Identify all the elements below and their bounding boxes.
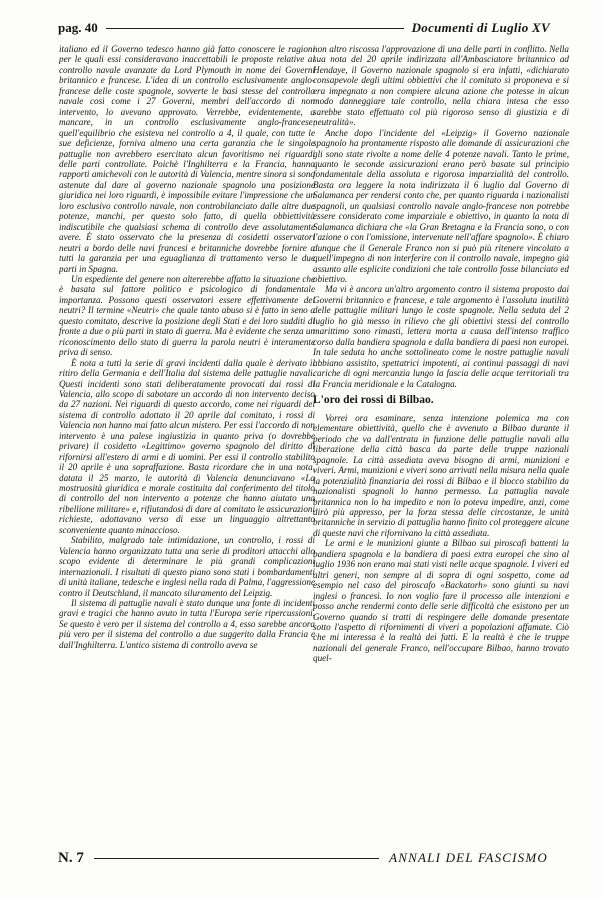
right-paragraph-3: Ma vi è ancora un'altro argomento contro il sistema proposto dai Governi britannico e francese, e tale argomento è l'assoluta inutilità delle pattuglie militari lungo le coste spagnole. Nella seduta del 2 luglio ho già messo in rilievo che gli obiettivi stessi del controllo marittimo sono rimasti, lettera morta a causa dell'intenso traffico corso dalla bandiera spagnola e dalla bandiera di paesi non europei. In tale seduta ho anche sottolineato come le nostre pattuglie navali abbiano assistito, spettatrici impotenti, ai continui passaggi di navi cariche di ogni mercanzia lungo la fascia delle acque territoriali tra la Francia meridionale e la Catalogna. [313,284,569,389]
header-rule [106,28,404,29]
page-number: pag. 40 [58,20,98,35]
right-column [313,44,569,838]
page-header [58,18,550,38]
issue-number: N. 7 [58,849,84,866]
left-paragraph-3: È nota a tutti la serie di gravi incidenti dalla quale è derivato il ritiro della Germania e dell'Italia dal sistema delle pattuglie navali. Questi incidenti sono stati deliberatamente provocati dai rossi di Valencia, allo scopo di sabotare un accordo di non intervento deciso da 27 nazioni. Nei riguardi di questo accordo, come nei riguardi del sistema di controllo adottato il 20 aprile dal comitato, i rossi di Valencia non hanno mai fatto alcun mistero. Per essi l'accordo di non intervento è una palese ingiustizia in quanto priva (o dovrebbe privare) il cosidetto «Legittimo» governo spagnolo del diritto di rifornirsi all'estero di armi e di uomini. Per essi il controllo stabilito il 20 aprile è una sopraffazione. Basta ricordare che in una nota, datata il 25 marzo, le autorità di Valencia denunciavano «La mostruosità giuridica e morale costituita dal conferimento del titolo di controllo del non intervento a potenze che hanno aiutato una ribellione militare» e, rifiutandosi di dare al comitato le assicurazioni richieste, adottavano verso di esse un linguaggio altrettanto sconveniente quanto minaccioso. [59,357,315,535]
page-footer [58,848,548,868]
left-column [59,44,315,836]
publication-title: ANNALI DEL FASCISMO [389,850,548,865]
right-paragraph-2: Anche dopo l'incidente del «Leipzig» il Governo nazionale spagnolo ha prontamente risposto alle domande di assicurazioni che gli sono state rivolte a nome delle 4 potenze navali. Tanto le prime, quanto le seconde assicurazioni erano però basate sul principio fondamentale della assoluta e rigorosa imparzialità del controllo. Basta ora leggere la nota indirizzata il 6 luglio dal Governo di Salamanca per rendersi conto che, per quanto riguarda i nazionalisti spagnoli, un qualsiasi controllo navale anglo-francese non potrebbe essere considerato come imparziale e obiettivo, in quanto la nota di Salamanca dichiara che «la Gran Bretagna e la Francia sono, o con l'azione o con l'omissione, intervenute nell'affare spagnolo». È chiaro dunque che il Generale Franco non si può più ritenere vincolato a quell'impegno di non interferire con il controllo navale, impegno già assunto alle esplicite condizioni che tale controllo fosse bilanciato ed obiettivo. [313,127,569,284]
footer-rule [94,858,379,859]
section-heading: L'oro dei rossi di Bilbao. [313,393,434,406]
right-paragraph-1: non altro riscossa l'approvazione di una delle parti in conflitto. Nella sua nota del 20 aprile indirizzata all'Ambasciatore britannico ad Hendaye, il Governo nazionale spagnolo si era infatti, «dichiarato consapevole degli ultimi obbiettivi che il comitato si proponeva e si era impegnato a non compiere alcuna azione che potesse in alcun modo danneggiare tale controllo, nella chiara intesa che esso sarebbe stato effettuato col più rigoroso senso di giustizia e di neutralità». [313,44,569,128]
right-paragraph-4: Vorrei ora esaminare, senza intenzione polemica ma con elementare obiettività, quello che è avvenuto a Bilbao durante il periodo che va dall'entrata in funzione delle pattuglie navali alla liberazione della città basca da parte delle truppe nazionali spagnole. La città assediata aveva bisogno di armi, munizioni e viveri. Armi, munizioni e viveri sono arrivati nella misura nella quale la potenzialità finanziaria dei rossi di Bilbao e il blocco stabilito da nazionalisti spagnoli lo hanno permesso. La pattuglia navale britannica non lo ha impedito e non lo poteva impedire, anzi, come dirò più appresso, per la forza stessa delle circostanze, le unità britanniche in servizio di pattuglia hanno finito col proteggere alcune di queste navi che rifornivano la città assediata. [313,412,569,538]
left-paragraph-4: Stabilito, malgrado tale intimidazione, un controllo, i rossi di Valencia hanno organizzato tutta una serie di proditori attacchi allo scopo evidente di determinare le più grandi complicazioni internazionali. I risultati di questo piano sono stati i bombardamenti di unità italiane, tedesche e inglesi nella rada di Palma, l'aggressione contro il Deutschland, il mancato siluramento del Leipzig. [59,535,315,598]
left-paragraph-1: italiano ed il Governo tedesco hanno già fatto conoscere le ragioni per le quali essi consideravano inaccettabili le proposte relative al controllo navale avanzate da Lord Plymouth in nome dei Governi britannico e francese. L'idea di un controllo esclusivamente anglo-francese delle coste spagnole, sovverte le basi stesse del controllo navale così come i 27 Governi, membri dell'accordo di non intervento, lo avevano approvato. Verrebbe, evidentemente, a mancare, in un controllo esclusivamente anglo-francese, quell'equilibrio che esisteva nel controllo a 4, il quale, con tutte le sue deficienze, forniva almeno una certa garanzia che le singole pattuglie non avrebbero esercitato alcun favoritismo nei riguardi delle parti controllate. Poichè l'Inghilterra e la Francia, hanno rapporti amichevoli con le autorità di Valencia, mentre sinora si sono astenute dal dare al governo nazionale spagnolo una posizione giuridica nei loro riguardi, è impossibile evitare l'impressione che un loro esclusivo controllo navale, non controbilanciato dalle altre due potenze, manchi, per questo solo fatto, di quella obbiettività indiscutibile che qualsiasi schema di controllo deve assolutamente avere. È stato osservato che la presenza di cosidetti osservatori neutri a bordo delle navi francesi e britanniche dovrebbe fornire a tutti la garanzia per una eguaglianza di trattamento verso le due parti in Spagna. [59,44,315,274]
running-title: Documenti di Luglio XV [411,20,550,35]
left-paragraph-5: Il sistema di pattuglie navali è stato dunque una fonte di incidenti gravi e tragici che hanno avuto in tutta l'Europa serie ripercussioni. Se questo è vero per il sistema del controllo a 4, esso sarebbe ancora più vero per il sistema del controllo a due suggerito dalla Francia e dall'Inghilterra. L'antico sistema di controllo aveva se [59,598,315,650]
right-paragraph-5: Le armi e le munizioni giunte a Bilbao sui piroscafi battenti la bandiera spagnola e la bandiera di paesi extra europei che sino al luglio 1936 non erano mai stati visti nelle acque spagnole. I viveri ed altri generi, non sempre al di sopra di ogni sospetto, come ad esempio nel caso del piroscafo «Backatorh» sono giunti su navi inglesi o francesi. Io non voglio fare il processo alle intenzioni e posso anche rendermi conto delle serie difficoltà che esistono per un Governo quando si tratti di respingere delle domande presentate sotto l'aspetto di rifornimenti di viveri a popolazioni affamate. Ciò che mi interessa è la realtà dei fatti. E la realtà è che le truppe nazionali del generale Franco, nell'occupare Bilbao, hanno trovato quel- [313,538,569,664]
left-paragraph-2: Un espediente del genere non altererebbe affatto la situazione che è basata sul fattore politico e psicologico di fondamentale importanza. Possono questi osservatori essere effettivamente dei neutri? Il termine «Neutri» che quale tanto abuso si è fatto in seno a questo comitato, descrive la posizione degli Stati e dei loro sudditi di fronte a due o più parti in stato di guerra. Ma è evidente che senza un riconoscimento dello stato di guerra la parola neutri è interamente priva di senso. [59,273,315,358]
